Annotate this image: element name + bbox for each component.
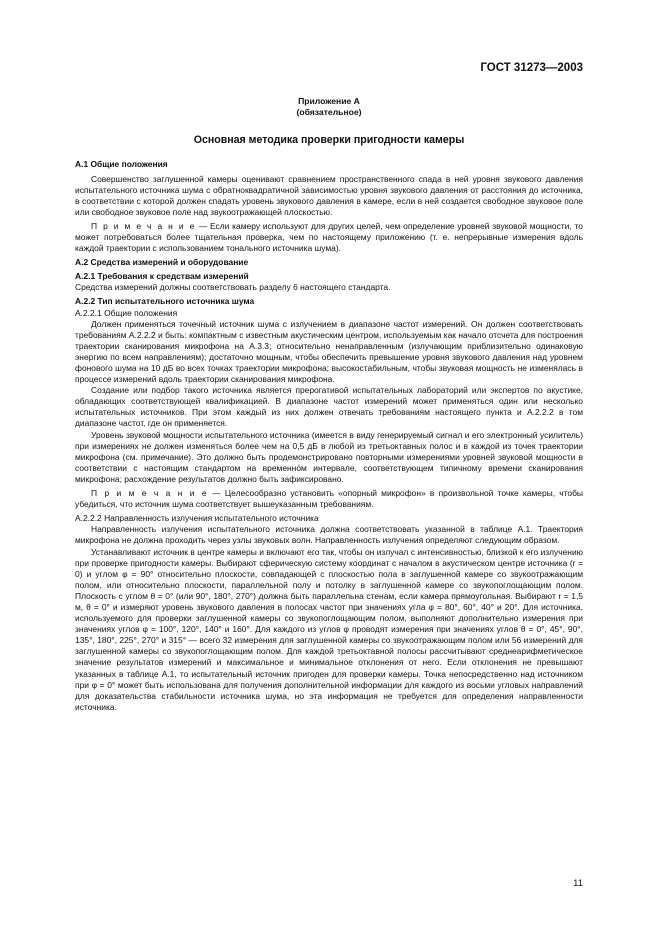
section-a222-heading: А.2.2.2 Направленность излучения испытательного источника [75,513,319,524]
section-a2-heading: А.2 Средства измерений и оборудование [75,257,249,268]
note-label: П р и м е ч а н и е [91,220,196,231]
paragraph: Направленность излучения испытательного источника должна соответствовать указанной в таблице А.1. Траектория микрофона не должна проходить через узлы звуковых волн. Направленность излучения определяют следующим образом. [75,524,583,546]
standard-number: ГОСТ 31273—2003 [480,62,583,74]
section-a22-heading: А.2.2 Тип испытательного источника шума [75,296,255,307]
annex-status: (обязательное) [296,107,362,118]
paragraph: Создание или подбор такого источника является прерогативой испытательных лабораторий или экспертов по акустике, обладающих соответствующей квалификацией. В диапазоне частот измерений может применяться один или несколько испытательных источников. При этом каждый из них должен отвечать требованиям настоящего пункта и А.2.2.2 в том диапазоне частот, где он применяется. [75,385,583,429]
note-text: — Целесообразно установить «опорный микрофон» в произвольной точке камеры, чтобы убедиться, что источник шума соответствует вышеуказанным требованиям. [75,488,583,510]
paragraph: Уровень звуковой мощности испытательного источника (имеется в виду генерируемый сигнал и его электронный усилитель) при измерениях не должен изменяться более чем на 0,5 дБ в любой из третьоктавных полос и в каждой из точек траектории микрофона (см. примечание). Это должно быть продемонстрировано повторными измерениями уровней звуковой мощности в соответствии с настоящим стандартом на временно́м интервале, соответствующем типичному времени сканирования микрофона; расхождение результатов должно быть зафиксировано. [75,429,583,484]
note-text: — Если камеру используют для других целей, чем определение уровней звуковой мощности, то может потребоваться более тщательная проверка, чем по настоящему приложению (т. е. непрерывные измерения вдоль каждой траектории с использованием тонального источника шума). [75,220,583,254]
note-paragraph [75,488,583,510]
page-content [75,96,583,713]
note-label: П р и м е ч а н и е [91,488,209,499]
page-number: 11 [573,878,583,889]
note-paragraph [75,221,583,254]
paragraph: Устанавливают источник в центре камеры и включают его так, чтобы он излучал с интенсивностью, близкой к его излучению при проверке пригодности камеры. Выбирают сферическую систему координат с началом в акустическом центре источника (r = 0) и углом φ = 90° относительно плоскости, совпадающей с плоскостью пола в заглушенной камере со звукоотражающим полом, или относительно плоскости, параллельной полу и потолку в заглушенной камере со звукопоглощающим полом. Плоскость с углом θ = 0° (или 90°, 180°, 270°) должна быть параллельна стенам, если камера прямоугольная. Выбирают r = 1,5 м, θ = 0° и измеряют уровень звукового давления в полосах частот при значениях угла φ = 80°, 60°, 40° и 20°. Для источника, используемого для проверки заглушенной камеры со звукопоглощающим полом, выполняют дополнительно измерения при значениях углов φ = 100°, 120°, 140° и 160°. Для каждого из углов φ проводят измерения при значениях углов θ = 0°, 45°, 90°, 135°, 180°, 225°, 270° и 315° — всего 32 измерения для заглушенной камеры со звукоотражающим полом или 56 измерений для заглушенной камеры со звукопоглощающим полом. Для каждой третьоктавной полосы рассчитывают среднеарифметическое значение результатов измерений и максимальное и минимальное отклонения от него. Если отклонения не превышают указанных в таблице А.1, то испытательный источник пригоден для проверки камеры. Точка непосредственно над источником при φ = 0° может быть использована для получения дополнительной информации для каждого из восьми угловых направлений для доказательства стабильности источника шума, но эта информация не требуется для определения направленности источника. [75,546,583,712]
annex-label: Приложение А [298,96,360,106]
section-a1-heading: А.1 Общие положения [75,159,168,170]
paragraph: Средства измерений должны соответствовать разделу 6 настоящего стандарта. [75,282,391,293]
section-a221-heading: А.2.2.1 Общие положения [75,307,178,318]
section-a21-heading: А.2.1 Требования к средствам измерений [75,271,249,282]
annex-title: Основная методика проверки пригодности камеры [193,134,465,147]
paragraph: Совершенство заглушенной камеры оценивают сравнением пространственного спада в ней уровня звукового давления испытательного источника шума с обратноквадратичной зависимостью уровня звукового давления от расстояния до источника, в соответствии с которой должен спадать уровень звукового давления в камере, если в ней создается свободное звуковое поле или свободное звуковое поле над звукоотражающей плоскостью. [75,173,583,217]
paragraph: Должен применяться точечный источник шума с излучением в диапазоне частот измерений. Он должен соответствовать требованиям А.2.2.2 и быть: компактным с известным акустическим центром, используемым как начало отсчета для построения траектории сканирования микрофона на А.3.3; относительно ненаправленным (излучающим приблизительно одинаковую энергию по всем направлениям); достаточно мощным, чтобы обеспечить превышение уровня звукового давления над уровнем фонового шума на 10 дБ во всех точках траектории микрофона; высокостабильным, чтобы звуковая мощность не изменялась в процессе измерений вдоль траектории сканирования микрофона. [75,318,583,385]
